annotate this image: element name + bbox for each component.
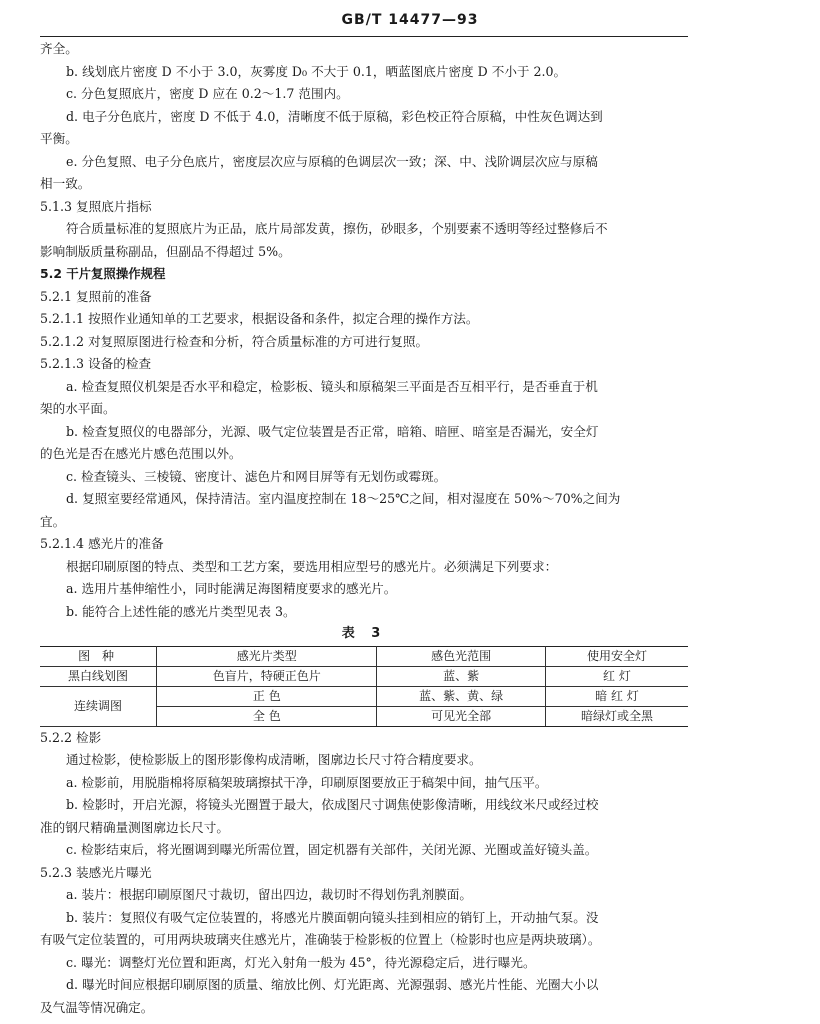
section-heading-5-1-3: 5.1.3 复照底片指标 bbox=[40, 198, 152, 214]
text-line: 相一致。 bbox=[40, 176, 91, 191]
table-cell: 暗 红 灯 bbox=[545, 686, 688, 706]
text-line: 宜。 bbox=[40, 513, 66, 529]
clause-5-2-1-3: 5.2.1.3 设备的检查 bbox=[40, 356, 152, 371]
paragraph: 根据印刷原图的特点、类型和工艺方案，要选用相应型号的感光片。必须满足下列要求： bbox=[66, 558, 558, 574]
list-item-a: a. 检影前，用脱脂棉将原稿架玻璃擦拭干净，印刷原图要放正于稿架中间，抽气压平。 bbox=[66, 774, 548, 790]
section-heading-5-2-1: 5.2.1 复照前的准备 bbox=[40, 288, 152, 304]
table-cell: 红 灯 bbox=[545, 666, 688, 686]
header-rule bbox=[40, 36, 688, 37]
text-line: 的色光是否在感光片感色范围以外。 bbox=[40, 446, 242, 461]
list-item-a: a. 选用片基伸缩性小，同时能满足海图精度要求的感光片。 bbox=[66, 581, 397, 596]
table-header-row bbox=[40, 646, 688, 666]
list-item-c: c. 检查镜头、三棱镜、密度计、滤色片和网目屏等有无划伤或霉斑。 bbox=[66, 468, 447, 484]
table-cell: 蓝、紫、黄、绿 bbox=[377, 686, 545, 706]
table-cell: 暗绿灯或全黑 bbox=[545, 706, 688, 726]
table-caption: 表 3 bbox=[341, 626, 387, 641]
table-cell: 正 色 bbox=[157, 686, 377, 706]
paragraph: 符合质量标准的复照底片为正品，底片局部发黄，擦伤，砂眼多，个别要素不透明等经过整修后不 bbox=[66, 221, 608, 236]
list-item-a: a. 装片：根据印刷原图尺寸裁切，留出四边，裁切时不得划伤乳剂膜面。 bbox=[66, 887, 472, 902]
clause-5-2-1-4: 5.2.1.4 感光片的准备 bbox=[40, 536, 164, 551]
table-cell-group: 连续调图 bbox=[40, 686, 157, 726]
table-row bbox=[40, 666, 688, 686]
section-heading-5-2: 5.2 干片复照操作规程 bbox=[40, 266, 166, 281]
list-item-b: b. 检影时，开启光源，将镜头光圈置于最大，依成图尺寸调焦使影像清晰，用线纹米尺或经过校 bbox=[66, 797, 599, 812]
list-item-b: b. 线划底片密度 D 不小于 3.0，灰雾度 D₀ 不大于 0.1，晒蓝图底片密度 D 不小于 2.0。 bbox=[66, 63, 567, 79]
table-cell: 全 色 bbox=[157, 706, 377, 726]
section-heading-5-2-2: 5.2.2 检影 bbox=[40, 729, 102, 745]
table-header-cell: 图 种 bbox=[40, 646, 157, 666]
text-line: 准的钢尺精确量测图廓边长尺寸。 bbox=[40, 819, 229, 835]
table-header-cell: 感色光范围 bbox=[377, 646, 545, 666]
table-header-cell: 感光片类型 bbox=[157, 646, 377, 666]
list-item-b: b. 装片：复照仪有吸气定位装置的，将感光片膜面朝向镜头挂到相应的销钉上，开动抽气泵。没 bbox=[66, 909, 599, 925]
list-item-c: c. 曝光：调整灯光位置和距离，灯光入射角一般为 45°，待光源稳定后，进行曝光。 bbox=[66, 954, 536, 970]
list-item-a: a. 检查复照仪机架是否水平和稳定，检影板、镜头和原稿架三平面是否互相平行，是否垂直于机 bbox=[66, 378, 598, 394]
text-line: 齐全。 bbox=[40, 41, 78, 56]
text-line: 有吸气定位装置的，可用两块玻璃夹住感光片，准确装于检影板的位置上（检影时也应是两块玻璃）。 bbox=[40, 932, 601, 947]
list-item-d: d. 曝光时间应根据印刷原图的质量、缩放比例、灯光距离、光源强弱、感光片性能、光圈大小以 bbox=[66, 977, 599, 992]
text-line: 架的水平面。 bbox=[40, 401, 116, 416]
clause-5-2-1-2: 5.2.1.2 对复照原图进行检查和分析，符合质量标准的方可进行复照。 bbox=[40, 333, 429, 349]
standard-code-header: GB/T 14477—93 bbox=[341, 12, 479, 28]
list-item-c: c. 分色复照底片，密度 D 应在 0.2～1.7 范围内。 bbox=[66, 86, 349, 101]
list-item-c: c. 检影结束后，将光圈调到曝光所需位置，固定机器有关部件，关闭光源、光圈或盖好镜头盖。 bbox=[66, 842, 598, 857]
table-3 bbox=[40, 646, 688, 727]
list-item-d: d. 电子分色底片，密度 D 不低于 4.0，清晰度不低于原稿，彩色校正符合原稿，中性灰色调达到 bbox=[66, 108, 603, 124]
table-cell: 蓝、紫 bbox=[377, 666, 545, 686]
list-item-d: d. 复照室要经常通风，保持清洁。室内温度控制在 18～25℃之间，相对湿度在 50%～70%之间为 bbox=[66, 491, 621, 506]
table-header-cell: 使用安全灯 bbox=[545, 646, 688, 666]
table-row bbox=[40, 686, 688, 706]
list-item-b: b. 检查复照仪的电器部分，光源、吸气定位装置是否正常，暗箱、暗匣、暗室是否漏光，安全灯 bbox=[66, 423, 599, 439]
list-item-b: b. 能符合上述性能的感光片类型见表 3。 bbox=[66, 603, 296, 619]
table-cell: 可见光全部 bbox=[377, 706, 545, 726]
paragraph: 通过检影，使检影版上的图形影像构成清晰，图廓边长尺寸符合精度要求。 bbox=[66, 752, 482, 767]
page-content bbox=[40, 38, 688, 1019]
list-item-e: e. 分色复照、电子分色底片，密度层次应与原稿的色调层次一致；深、中、浅阶调层次应与原稿 bbox=[66, 153, 598, 169]
text-line: 平衡。 bbox=[40, 131, 78, 146]
clause-5-2-1-1: 5.2.1.1 按照作业通知单的工艺要求，根据设备和条件，拟定合理的操作方法。 bbox=[40, 311, 479, 326]
table-cell: 黑白线划图 bbox=[40, 666, 157, 686]
table-cell: 色盲片，特硬正色片 bbox=[157, 666, 377, 686]
section-heading-5-2-3: 5.2.3 装感光片曝光 bbox=[40, 864, 152, 880]
text-line: 及气温等情况确定。 bbox=[40, 999, 154, 1015]
text-line: 影响制版质量称副品，但副品不得超过 5%。 bbox=[40, 243, 291, 259]
